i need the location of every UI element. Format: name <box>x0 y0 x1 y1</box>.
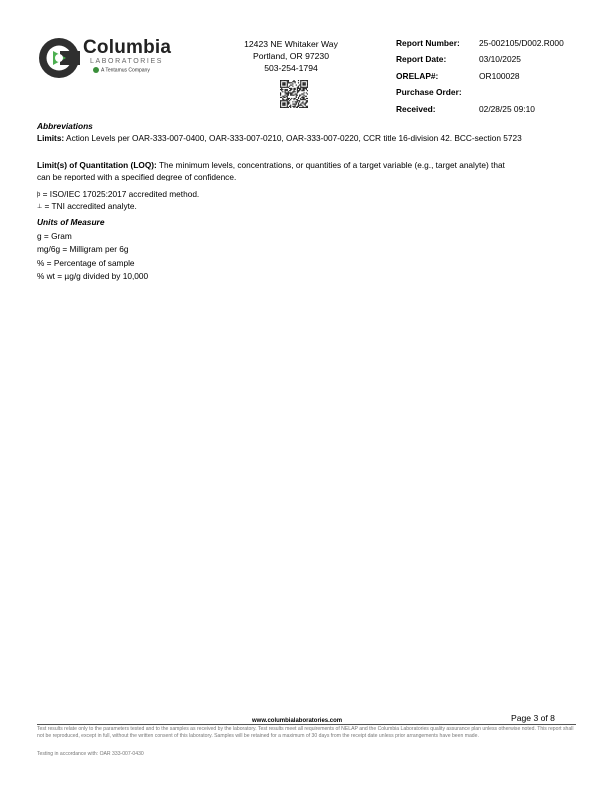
page-number: Page 3 of 8 <box>511 713 555 723</box>
loq-text: The minimum levels, concentrations, or quantities of a target variable (e.g., target analyte) that can be reported with a specified degree of confidence. <box>37 160 505 181</box>
orelap-row <box>396 71 596 87</box>
logo-tagline <box>93 67 150 73</box>
footer-disclaimer: Test results relate only to the parameters tested and to the samples as received by the laboratory. Test results meet all requirements of NELAP and the Columbia Laboratories quality assurance plan unless otherwise noted. This report shall not be reproduced, except in full, without the written consent of this laboratory. Samples will be retained for a maximum of 30 days from the receipt date unless prior arrangements have been made. <box>37 726 574 739</box>
lab-address <box>228 38 354 75</box>
purchase-order-label: Purchase Order: <box>396 87 462 98</box>
footer-divider <box>37 724 576 725</box>
limits-line <box>37 133 522 143</box>
limits-label: Limits: <box>37 133 65 143</box>
address-phone: 503-254-1794 <box>264 63 318 74</box>
report-date-value: 03/10/2025 <box>479 54 521 65</box>
received-value: 02/28/25 09:10 <box>479 103 535 114</box>
address-city: Portland, OR 97230 <box>253 51 329 62</box>
limits-text: Action Levels per OAR-333-007-0400, OAR-333-007-0210, OAR-333-007-0220, CCR title 16-division 42. BCC-section 5723 <box>64 133 522 143</box>
tni-text: = TNI accredited analyte. <box>42 201 137 211</box>
iso-line <box>37 189 199 199</box>
report-info <box>396 38 596 120</box>
logo-subtitle: LABORATORIES <box>90 58 164 65</box>
report-date-label: Report Date: <box>396 54 447 65</box>
tentamus-dot-icon <box>93 67 99 73</box>
unit-item: % = Percentage of sample <box>37 258 135 268</box>
report-date-row <box>396 54 596 70</box>
report-number-label: Report Number: <box>396 38 460 48</box>
qr-code-icon <box>280 80 308 108</box>
purchase-order-row <box>396 87 596 103</box>
address-street: 12423 NE Whitaker Way <box>244 39 338 49</box>
logo-name: Columbia <box>83 37 172 58</box>
logo-tagline-text: A Tentamus Company <box>101 67 150 74</box>
tni-line <box>37 201 137 211</box>
company-logo <box>38 37 178 81</box>
abbreviations-title: Abbreviations <box>37 121 93 131</box>
website-link[interactable]: www.columbialaboratories.com <box>252 718 343 724</box>
loq-definition <box>37 159 507 181</box>
report-number-row <box>396 38 596 54</box>
unit-item: g = Gram <box>37 231 72 241</box>
unit-item: % wt = µg/g divided by 10,000 <box>37 271 149 281</box>
orelap-label: ORELAP#: <box>396 70 439 81</box>
units-title: Units of Measure <box>37 217 105 227</box>
columbia-logo-mark-icon <box>38 37 80 79</box>
tni-symbol: ⊥ <box>37 204 43 210</box>
loq-label: Limit(s) of Quantitation (LOQ): <box>37 160 157 170</box>
received-label: Received: <box>396 103 436 114</box>
report-number-value: 25-002105/D002.R000 <box>479 38 564 48</box>
testing-accordance: Testing in accordance with: OAR 333-007-0430 <box>37 751 144 757</box>
iso-symbol: þ <box>37 192 41 198</box>
iso-text: = ISO/IEC 17025:2017 accredited method. <box>40 189 200 199</box>
unit-item: mg/6g = Milligram per 6g <box>37 244 129 254</box>
orelap-value: OR100028 <box>479 70 520 81</box>
received-row <box>396 104 596 120</box>
